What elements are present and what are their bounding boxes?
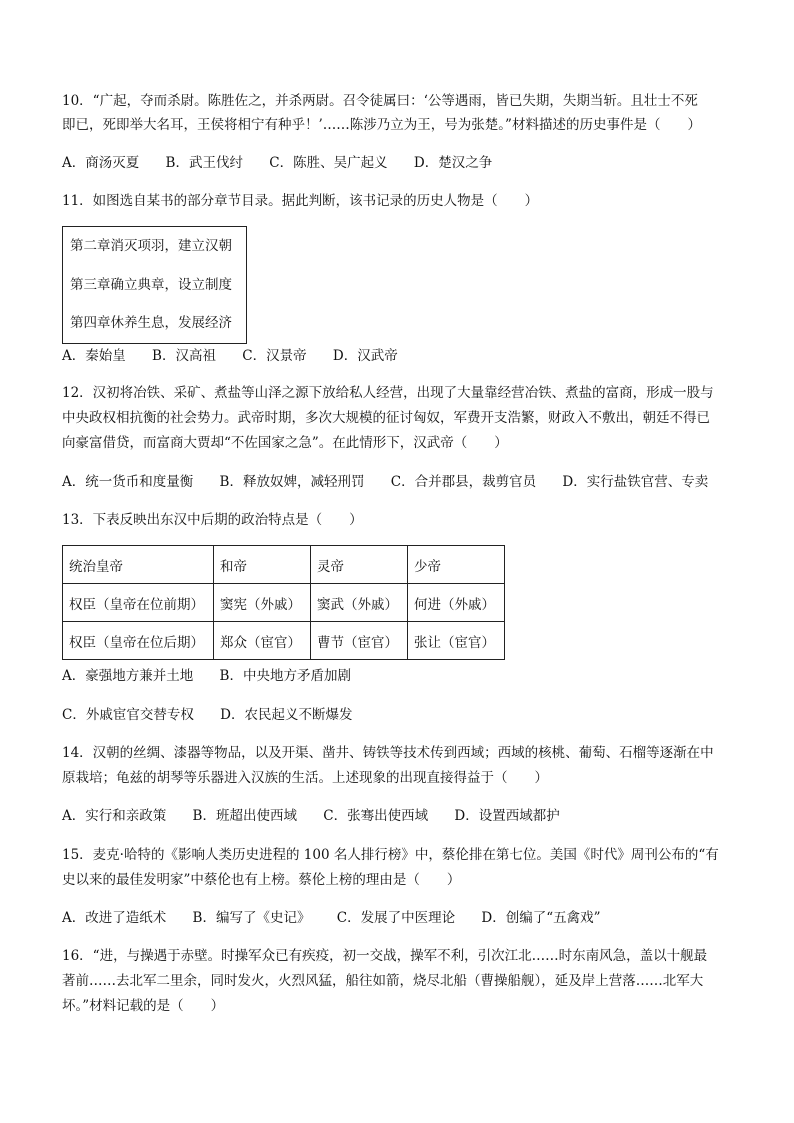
q14-option-c[interactable]: C．张骞出使西域 [323,808,429,824]
q13-option-a[interactable]: A．豪强地方兼并土地 [62,668,194,684]
q11-toc-box [62,226,247,344]
q12-options [62,472,730,492]
q10-options [62,153,514,173]
q16-stem-line2: 著前……去北军二里余，同时发火，火烈风猛，船往如箭，烧尽北船（曹操船舰），延及岸上营落……北军大 [62,973,704,989]
q13-table [62,545,505,660]
q16-stem-line3: 坏。”材料记载的是（ ） [62,998,225,1014]
q13-options-row1 [62,666,373,686]
q15-stem-line2: 史以来的最佳发明家”中蔡伦也有上榜。蔡伦上榜的理由是（ ） [62,872,461,888]
table-cell: 和帝 [214,546,311,584]
q16-stem-line1: 16．“进，与操遇于赤壁。时操军众已有疾疫，初一交战，操军不利，引次江北……时东南风急，盖以十舰最 [62,948,708,964]
q12-stem-line2: 中央政权相抗衡的社会势力。武帝时期，多次大规模的征讨匈奴，军费开支浩繁，财政入不敷出，朝廷不得已 [62,410,710,426]
q11-option-d[interactable]: D．汉武帝 [332,348,398,364]
q12-option-c[interactable]: C．合并郡县，裁剪官员 [390,474,537,490]
q15-option-a[interactable]: A．改进了造纸术 [62,910,167,926]
q10-stem-line2: 即已，死即举大名耳，王侯将相宁有种乎！’……陈涉乃立为王，号为张楚。”材料描述的历史事件是（ ） [62,117,701,133]
table-cell: 统治皇帝 [63,546,214,584]
toc-chapter-3: 第三章确立典章，设立制度 [70,276,232,293]
toc-chapter-2: 第二章消灭项羽，建立汉朝 [70,238,232,254]
table-cell: 窦宪（外戚） [214,584,311,622]
q14-stem-line1: 14．汉朝的丝绸、漆器等物品，以及开渠、凿井、铸铁等技术传到西域；西域的核桃、葡萄、石榴等逐渐在中 [62,745,714,761]
q14-options [62,806,582,826]
table-cell: 权臣（皇帝在位前期） [63,584,214,622]
table-cell: 权臣（皇帝在位后期） [63,622,214,660]
table-cell: 少帝 [408,546,505,584]
q14-option-b[interactable]: B．班超出使西域 [192,808,297,824]
table-row [63,546,505,584]
table-cell: 窦武（外戚） [311,584,408,622]
q11-options [62,346,420,366]
q10-option-d[interactable]: D．楚汉之争 [413,155,493,171]
q10-stem-line1: 10．“广起，夺而杀尉。陈胜佐之，并杀两尉。召令徒属曰：‘公等遇雨，皆已失期，失期当斩。且壮士不死 [62,93,698,109]
q13-stem: 13．下表反映出东汉中后期的政治特点是（ ） [62,512,363,528]
q10-option-c[interactable]: C．陈胜、吴广起义 [269,155,388,171]
table-cell: 曹节（宦官） [311,622,408,660]
q11-option-a[interactable]: A．秦始皇 [62,348,126,364]
q13-option-d[interactable]: D．农民起义不断爆发 [220,707,353,723]
table-cell: 灵帝 [311,546,408,584]
q14-option-a[interactable]: A．实行和亲政策 [62,808,167,824]
table-row [63,622,505,660]
q10-option-b[interactable]: B．武王伐纣 [165,155,243,171]
q15-options [62,908,623,928]
q11-option-b[interactable]: B．汉高祖 [152,348,216,364]
q12-stem-line1: 12．汉初将冶铁、采矿、煮盐等山泽之源下放给私人经营，出现了大量靠经营冶铁、煮盐的富商，形成一股与 [62,385,714,401]
q15-option-b[interactable]: B．编写了《史记》 [192,910,311,926]
q10-option-a[interactable]: A．商汤灭夏 [62,155,140,171]
q12-option-a[interactable]: A．统一货币和度量衡 [62,474,194,490]
toc-chapter-4: 第四章休养生息，发展经济 [70,315,232,332]
q13-options-row2 [62,705,374,725]
table-row [63,584,505,622]
table-cell: 郑众（宦官） [214,622,311,660]
q11-stem: 11．如图选自某书的部分章节目录。据此判断，该书记录的历史人物是（ ） [62,193,539,209]
q11-option-c[interactable]: C．汉景帝 [242,348,307,364]
q14-option-d[interactable]: D．设置西域都护 [454,808,560,824]
table-cell: 张让（宦官） [408,622,505,660]
q13-option-c[interactable]: C．外戚宦官交替专权 [62,707,194,723]
q12-option-d[interactable]: D．实行盐铁官营、专卖 [562,474,709,490]
q14-stem-line2: 原栽培；龟兹的胡琴等乐器进入汉族的生活。上述现象的出现直接得益于（ ） [62,770,548,786]
q15-option-d[interactable]: D．创编了“五禽戏” [481,910,601,926]
q13-option-b[interactable]: B．中央地方矛盾加剧 [219,668,351,684]
q15-option-c[interactable]: C．发展了中医理论 [336,910,456,926]
q12-stem-line3: 向豪富借贷，而富商大贾却“不佐国家之急”。在此情形下，汉武帝（ ） [62,435,508,451]
q15-stem-line1: 15．麦克·哈特的《影响人类历史进程的 100 名人排行榜》中，蔡伦排在第七位。美国《时代》周刊公布的“有 [62,847,719,863]
table-cell: 何进（外戚） [408,584,505,622]
q12-option-b[interactable]: B．释放奴婢，减轻刑罚 [219,474,365,490]
